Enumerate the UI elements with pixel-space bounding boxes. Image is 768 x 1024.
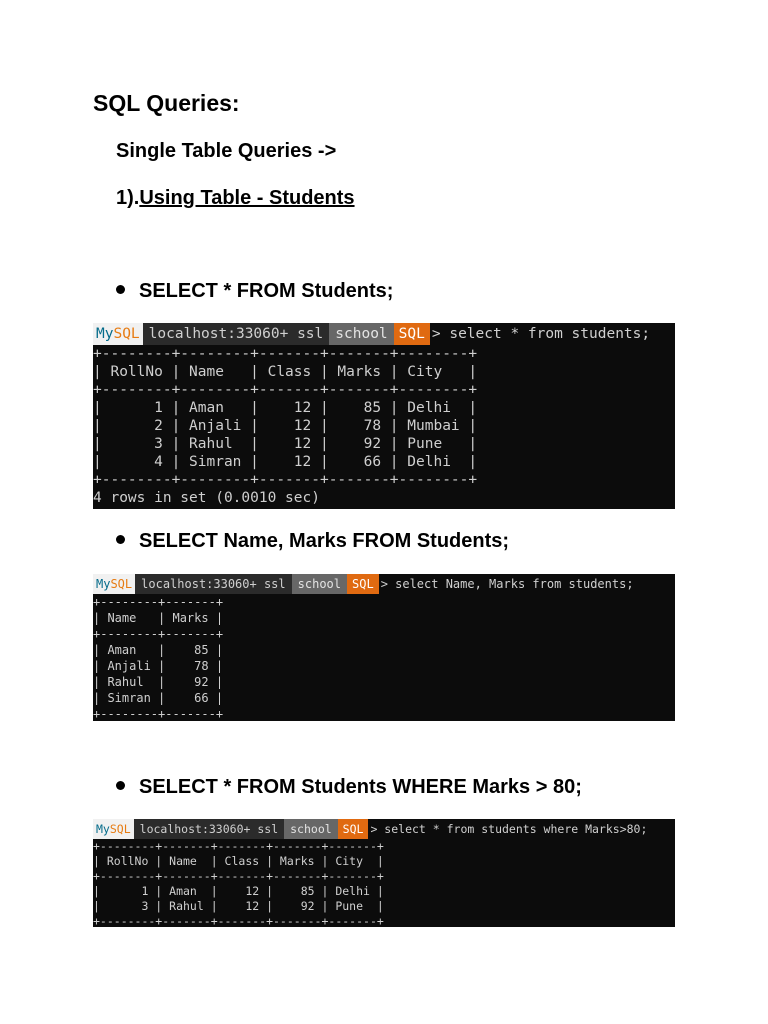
table-border: +--------+--------+-------+-------+--------+: [93, 346, 478, 362]
bullet-dot-icon: [116, 285, 125, 294]
query-text-2: SELECT Name, Marks FROM Students;: [139, 530, 510, 552]
mysql-prompt: [93, 323, 675, 345]
table-row: | 4 | Simran | 12 | 66 | Delhi |: [93, 454, 478, 470]
mysql-prompt: [93, 574, 675, 594]
prompt-database: school: [292, 574, 347, 594]
mysql-prompt: [93, 819, 675, 839]
table-row: | 3 | Rahul | 12 | 92 | Pune |: [93, 436, 478, 452]
table-header: | RollNo | Name | Class | Marks | City |: [93, 854, 384, 868]
page-title: SQL Queries:: [93, 90, 240, 116]
prompt-host: localhost:33060+ ssl: [134, 819, 284, 839]
table-heading-label: Using Table - Students: [139, 187, 355, 209]
table-row: | Aman | 85 |: [93, 643, 224, 657]
table-heading: [116, 187, 355, 210]
prompt-command: > select * from students where Marks>80;: [370, 822, 648, 836]
table-row: | 3 | Rahul | 12 | 92 | Pune |: [93, 899, 384, 913]
table-border: +--------+-------+: [93, 595, 224, 609]
table-border: +--------+--------+-------+-------+--------+: [93, 472, 478, 488]
prompt-mode: SQL: [347, 574, 379, 594]
table-border: +--------+-------+-------+-------+-------+: [93, 839, 384, 853]
table-border: +--------+-------+: [93, 707, 224, 721]
bullet-dot-icon: [116, 781, 125, 790]
terminal-output-3: [93, 819, 675, 927]
prompt-database: school: [329, 323, 393, 345]
table-border: +--------+-------+-------+-------+-------+: [93, 914, 384, 927]
prompt-database: school: [284, 819, 338, 839]
prompt-command: > select Name, Marks from students;: [380, 577, 634, 591]
bullet-dot-icon: [116, 535, 125, 544]
section-subtitle: Single Table Queries ->: [116, 140, 337, 162]
query-bullet-3: [116, 776, 582, 799]
query-text-1: SELECT * FROM Students;: [139, 280, 394, 302]
table-row: | 1 | Aman | 12 | 85 | Delhi |: [93, 400, 478, 416]
table-row: | Simran | 66 |: [93, 691, 224, 705]
table-row: | 2 | Anjali | 12 | 78 | Mumbai |: [93, 418, 478, 434]
table-header: | RollNo | Name | Class | Marks | City |: [93, 364, 478, 380]
mysql-logo: MySQL: [93, 819, 134, 839]
query-bullet-1: [116, 280, 393, 303]
table-border: +--------+-------+: [93, 627, 224, 641]
prompt-mode: SQL: [338, 819, 369, 839]
table-row: | Rahul | 92 |: [93, 675, 224, 689]
table-heading-prefix: 1).: [116, 187, 140, 209]
prompt-host: localhost:33060+ ssl: [143, 323, 330, 345]
terminal-output-1: [93, 323, 675, 509]
table-row: | 1 | Aman | 12 | 85 | Delhi |: [93, 884, 384, 898]
query-text-3: SELECT * FROM Students WHERE Marks > 80;: [139, 776, 582, 798]
mysql-logo: MySQL: [93, 574, 135, 594]
prompt-mode: SQL: [394, 323, 430, 345]
table-row: | Anjali | 78 |: [93, 659, 224, 673]
query-bullet-2: [116, 530, 509, 553]
prompt-command: > select * from students;: [431, 326, 651, 342]
mysql-logo: MySQL: [93, 323, 143, 345]
table-header: | Name | Marks |: [93, 611, 224, 625]
prompt-host: localhost:33060+ ssl: [135, 574, 292, 594]
terminal-output-2: [93, 574, 675, 721]
table-border: +--------+--------+-------+-------+--------+: [93, 382, 478, 398]
table-border: +--------+-------+-------+-------+-------+: [93, 869, 384, 883]
result-summary: 4 rows in set (0.0010 sec): [93, 490, 320, 506]
